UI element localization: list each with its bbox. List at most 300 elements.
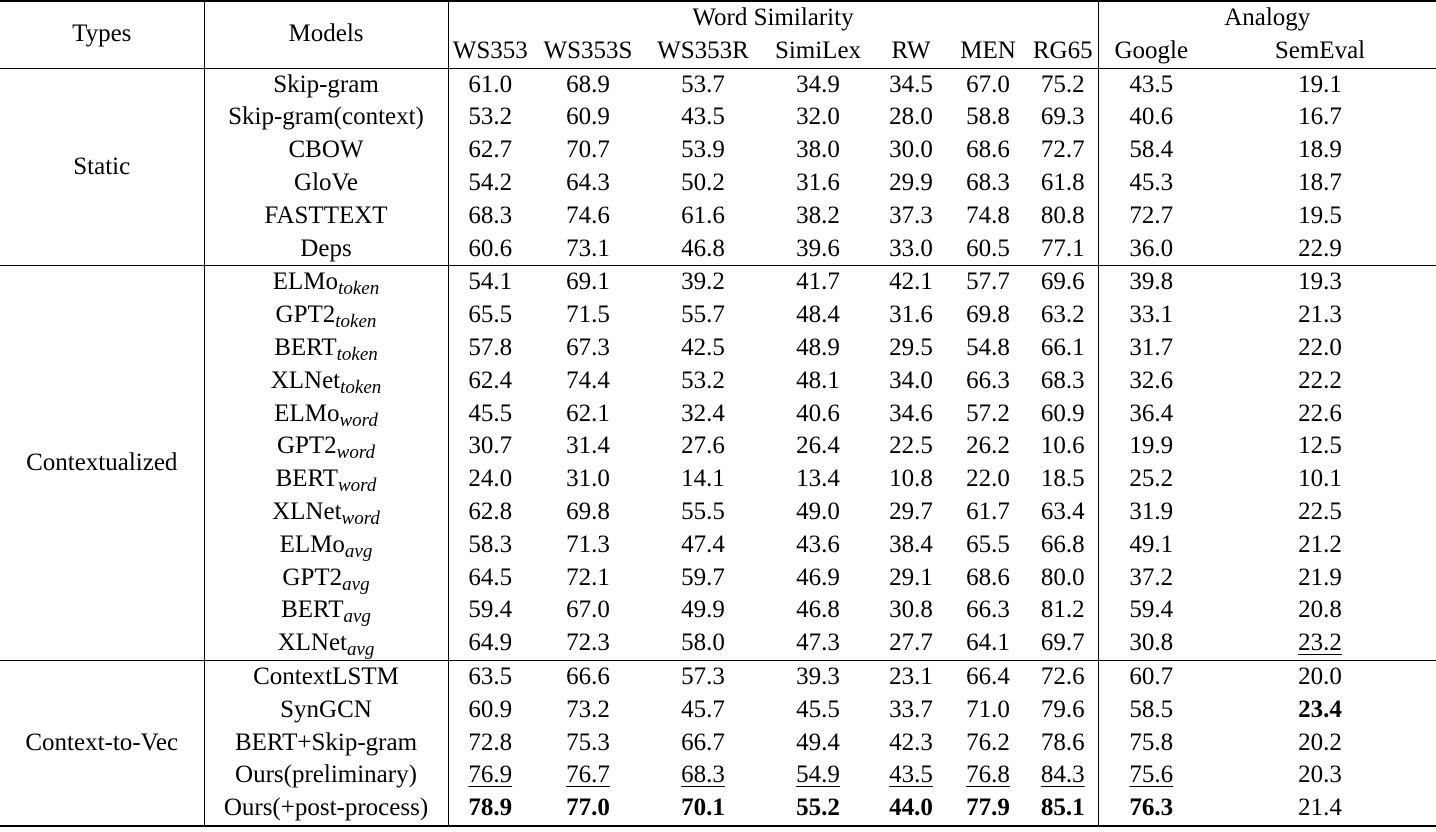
- score-value: 19.1: [1298, 70, 1342, 98]
- score-value: 46.8: [681, 234, 725, 262]
- score-value: 32.4: [681, 399, 725, 427]
- header-col-rg65: RG65: [1028, 35, 1098, 68]
- score-cell: [644, 594, 762, 627]
- score-cell: [448, 496, 532, 529]
- score-value: 60.9: [566, 103, 610, 131]
- score-cell: [1098, 430, 1204, 463]
- score-value: 30.8: [1129, 629, 1174, 657]
- score-cell: [1028, 594, 1098, 627]
- score-value: 21.3: [1298, 301, 1342, 329]
- score-cell: [762, 430, 874, 463]
- score-value: 55.7: [681, 301, 725, 329]
- score-value: 75.2: [1040, 70, 1085, 98]
- score-value: 28.0: [889, 103, 933, 131]
- score-value: 74.8: [966, 201, 1010, 229]
- score-cell: [1098, 627, 1204, 660]
- score-cell: [1204, 759, 1436, 792]
- score-cell: [644, 792, 762, 826]
- score-cell: [948, 299, 1028, 332]
- score-value: 22.0: [966, 465, 1010, 493]
- model-subscript: token: [340, 376, 382, 398]
- score-cell: [762, 200, 874, 233]
- score-value: 85.1: [1040, 794, 1085, 822]
- model-base: SynGCN: [280, 695, 372, 723]
- score-value: 69.8: [566, 497, 610, 525]
- score-cell: [762, 365, 874, 398]
- score-value: 29.7: [889, 497, 933, 525]
- score-cell: [948, 398, 1028, 431]
- score-cell: [532, 627, 644, 660]
- model-base: GPT2: [275, 301, 336, 329]
- table-row: [0, 660, 1436, 693]
- score-cell: [532, 299, 644, 332]
- score-cell: [1098, 233, 1204, 266]
- score-cell: [948, 332, 1028, 365]
- score-value: 76.9: [468, 761, 513, 789]
- score-cell: [1028, 496, 1098, 529]
- score-cell: [874, 529, 948, 562]
- score-cell: [532, 759, 644, 792]
- score-cell: [448, 68, 532, 101]
- score-value: 31.6: [889, 301, 933, 329]
- score-value: 58.0: [681, 629, 725, 657]
- score-cell: [644, 134, 762, 167]
- model-name: [204, 365, 448, 398]
- score-value: 41.7: [796, 268, 840, 296]
- score-value: 34.6: [889, 399, 933, 427]
- score-cell: [874, 694, 948, 727]
- score-value: 38.2: [796, 201, 840, 229]
- score-cell: [448, 200, 532, 233]
- score-cell: [532, 694, 644, 727]
- score-cell: [448, 430, 532, 463]
- score-value: 66.3: [966, 366, 1010, 394]
- score-cell: [874, 792, 948, 826]
- model-name: [204, 727, 448, 760]
- score-value: 74.6: [566, 201, 610, 229]
- score-value: 62.7: [468, 136, 513, 164]
- table-row: [0, 694, 1436, 727]
- score-cell: [532, 430, 644, 463]
- score-value: 40.6: [796, 399, 840, 427]
- score-cell: [948, 594, 1028, 627]
- score-value: 55.2: [796, 794, 840, 822]
- score-value: 22.5: [1298, 497, 1342, 525]
- score-value: 20.0: [1298, 662, 1342, 690]
- score-cell: [1098, 463, 1204, 496]
- score-value: 22.9: [1298, 234, 1342, 262]
- score-value: 55.5: [681, 497, 725, 525]
- score-value: 68.6: [966, 136, 1010, 164]
- score-value: 67.3: [566, 333, 610, 361]
- score-cell: [874, 463, 948, 496]
- table-row: [0, 167, 1436, 200]
- table-row: [0, 365, 1436, 398]
- score-value: 40.6: [1129, 103, 1174, 131]
- score-value: 69.1: [566, 268, 610, 296]
- type-label: Static: [0, 68, 204, 266]
- score-value: 22.0: [1298, 333, 1342, 361]
- table-row: [0, 463, 1436, 496]
- score-cell: [948, 134, 1028, 167]
- score-value: 57.7: [966, 268, 1010, 296]
- score-cell: [762, 299, 874, 332]
- model-name: [204, 463, 448, 496]
- score-cell: [762, 398, 874, 431]
- model-subscript: word: [336, 442, 376, 464]
- score-cell: [1098, 496, 1204, 529]
- score-cell: [948, 68, 1028, 101]
- score-value: 54.2: [468, 168, 513, 196]
- score-value: 71.0: [966, 695, 1010, 723]
- score-value: 59.7: [681, 563, 725, 591]
- score-value: 53.9: [681, 136, 725, 164]
- score-value: 66.3: [966, 596, 1010, 624]
- score-value: 44.0: [889, 794, 933, 822]
- score-cell: [644, 759, 762, 792]
- score-cell: [1204, 627, 1436, 660]
- table-row: [0, 398, 1436, 431]
- score-value: 61.6: [681, 201, 725, 229]
- score-value: 31.6: [796, 168, 840, 196]
- score-value: 76.2: [966, 728, 1010, 756]
- score-cell: [948, 233, 1028, 266]
- score-value: 21.9: [1298, 563, 1342, 591]
- score-value: 32.0: [796, 103, 840, 131]
- model-name: [204, 134, 448, 167]
- score-value: 62.8: [468, 497, 513, 525]
- score-cell: [1028, 398, 1098, 431]
- score-cell: [1028, 101, 1098, 134]
- model-name: [204, 101, 448, 134]
- score-cell: [948, 200, 1028, 233]
- score-cell: [1098, 299, 1204, 332]
- score-cell: [1098, 101, 1204, 134]
- model-base: XLNet: [277, 629, 347, 657]
- score-cell: [948, 266, 1028, 299]
- table-row: [0, 562, 1436, 595]
- model-base: Ours(+post-process): [223, 794, 429, 822]
- score-cell: [644, 694, 762, 727]
- score-value: 49.4: [796, 728, 840, 756]
- table-row: [0, 759, 1436, 792]
- model-name: [204, 759, 448, 792]
- score-value: 74.4: [566, 366, 610, 394]
- score-value: 45.5: [468, 399, 513, 427]
- score-value: 72.1: [566, 563, 610, 591]
- score-value: 20.3: [1298, 761, 1342, 789]
- score-value: 43.5: [889, 761, 933, 789]
- model-base: Deps: [300, 234, 352, 262]
- score-value: 73.2: [566, 695, 610, 723]
- score-value: 31.0: [566, 465, 610, 493]
- score-value: 66.1: [1040, 333, 1085, 361]
- score-cell: [1204, 365, 1436, 398]
- score-cell: [874, 627, 948, 660]
- score-cell: [948, 365, 1028, 398]
- score-value: 10.8: [889, 465, 933, 493]
- model-name: [204, 299, 448, 332]
- score-value: 32.6: [1129, 366, 1174, 394]
- score-value: 59.4: [468, 596, 513, 624]
- score-value: 63.4: [1040, 497, 1085, 525]
- score-value: 69.8: [966, 301, 1010, 329]
- model-subscript: token: [336, 343, 378, 365]
- score-value: 49.0: [796, 497, 840, 525]
- score-value: 71.3: [566, 530, 610, 558]
- score-cell: [644, 233, 762, 266]
- model-name: [204, 792, 448, 826]
- score-cell: [448, 759, 532, 792]
- score-value: 42.5: [681, 333, 725, 361]
- model-base: GPT2: [282, 563, 343, 591]
- score-value: 64.9: [468, 629, 513, 657]
- score-cell: [1098, 694, 1204, 727]
- score-value: 64.1: [966, 629, 1010, 657]
- score-value: 16.7: [1298, 103, 1342, 131]
- header-models: Models: [204, 1, 448, 68]
- score-value: 47.4: [681, 530, 725, 558]
- score-value: 22.2: [1298, 366, 1342, 394]
- model-base: ContextLSTM: [253, 662, 399, 690]
- score-value: 73.1: [566, 234, 610, 262]
- score-value: 31.9: [1129, 497, 1174, 525]
- score-cell: [448, 529, 532, 562]
- score-cell: [644, 398, 762, 431]
- score-value: 45.3: [1129, 168, 1174, 196]
- header-col-google: Google: [1114, 36, 1189, 64]
- score-cell: [1028, 562, 1098, 595]
- score-cell: [1028, 299, 1098, 332]
- model-subscript: token: [338, 278, 380, 300]
- score-value: 59.4: [1129, 596, 1174, 624]
- score-value: 18.7: [1298, 168, 1342, 196]
- score-cell: [874, 266, 948, 299]
- score-value: 63.5: [468, 662, 513, 690]
- score-cell: [448, 694, 532, 727]
- score-value: 10.1: [1298, 465, 1342, 493]
- score-cell: [448, 101, 532, 134]
- model-base: ELMo: [279, 530, 345, 558]
- score-value: 72.3: [566, 629, 610, 657]
- score-value: 38.0: [796, 136, 840, 164]
- score-value: 57.2: [966, 399, 1010, 427]
- score-value: 68.3: [966, 168, 1010, 196]
- header-col-similex: SimiLex: [774, 36, 862, 64]
- score-value: 50.2: [681, 168, 725, 196]
- score-value: 45.5: [796, 695, 840, 723]
- table-row: [0, 529, 1436, 562]
- score-cell: [1098, 365, 1204, 398]
- model-subscript: avg: [343, 606, 371, 628]
- score-cell: [644, 167, 762, 200]
- score-value: 34.5: [889, 70, 933, 98]
- score-cell: [874, 299, 948, 332]
- score-value: 37.2: [1129, 563, 1174, 591]
- score-value: 81.2: [1040, 596, 1085, 624]
- score-cell: [762, 562, 874, 595]
- score-value: 63.2: [1040, 301, 1085, 329]
- score-value: 75.6: [1129, 761, 1174, 789]
- score-cell: [448, 365, 532, 398]
- table-row: [0, 430, 1436, 463]
- score-cell: [1098, 134, 1204, 167]
- score-value: 62.1: [566, 399, 610, 427]
- score-cell: [448, 266, 532, 299]
- score-cell: [948, 463, 1028, 496]
- score-value: 19.3: [1298, 268, 1342, 296]
- score-value: 37.3: [889, 201, 933, 229]
- score-cell: [644, 727, 762, 760]
- score-value: 69.6: [1040, 268, 1085, 296]
- score-cell: [448, 627, 532, 660]
- score-cell: [762, 496, 874, 529]
- score-cell: [532, 463, 644, 496]
- score-value: 61.7: [966, 497, 1010, 525]
- score-cell: [532, 496, 644, 529]
- score-cell: [448, 398, 532, 431]
- score-cell: [532, 68, 644, 101]
- table-row: [0, 594, 1436, 627]
- score-value: 39.6: [796, 234, 840, 262]
- model-subscript: avg: [346, 639, 375, 661]
- score-cell: [1204, 200, 1436, 233]
- score-value: 43.5: [681, 103, 725, 131]
- score-cell: [1028, 660, 1098, 693]
- score-cell: [948, 101, 1028, 134]
- model-name: [204, 594, 448, 627]
- header-col-ws353: WS353: [452, 36, 528, 64]
- score-value: 33.0: [889, 234, 933, 262]
- score-cell: [762, 233, 874, 266]
- score-cell: [948, 660, 1028, 693]
- score-cell: [1204, 660, 1436, 693]
- score-value: 60.9: [468, 695, 513, 723]
- model-name: [204, 529, 448, 562]
- score-value: 30.7: [468, 432, 513, 460]
- score-cell: [1028, 529, 1098, 562]
- score-value: 54.1: [468, 268, 513, 296]
- model-name: [204, 430, 448, 463]
- score-cell: [448, 727, 532, 760]
- score-value: 46.8: [796, 596, 840, 624]
- score-cell: [1204, 398, 1436, 431]
- score-cell: [874, 332, 948, 365]
- score-value: 65.5: [468, 301, 513, 329]
- score-cell: [644, 68, 762, 101]
- score-cell: [1028, 332, 1098, 365]
- table-row: [0, 233, 1436, 266]
- score-value: 20.2: [1298, 728, 1342, 756]
- score-value: 49.1: [1129, 530, 1174, 558]
- score-cell: [1098, 68, 1204, 101]
- score-value: 22.6: [1298, 399, 1342, 427]
- score-value: 27.6: [681, 432, 725, 460]
- score-value: 67.0: [566, 596, 610, 624]
- score-value: 76.8: [966, 761, 1010, 789]
- score-cell: [874, 562, 948, 595]
- model-name: [204, 167, 448, 200]
- score-cell: [644, 627, 762, 660]
- score-value: 76.7: [566, 761, 610, 789]
- score-cell: [948, 167, 1028, 200]
- score-value: 33.1: [1129, 301, 1174, 329]
- score-value: 23.2: [1298, 629, 1342, 657]
- score-cell: [1204, 463, 1436, 496]
- score-value: 66.6: [566, 662, 610, 690]
- score-value: 57.8: [468, 333, 513, 361]
- score-value: 29.9: [889, 168, 933, 196]
- model-subscript: avg: [342, 573, 370, 595]
- score-value: 48.9: [796, 333, 840, 361]
- model-subscript: avg: [344, 540, 373, 562]
- score-value: 60.6: [468, 234, 513, 262]
- model-name: [204, 266, 448, 299]
- header-analogy: Analogy: [1224, 4, 1311, 31]
- score-cell: [874, 134, 948, 167]
- score-value: 70.1: [681, 794, 725, 822]
- score-value: 49.9: [681, 596, 725, 624]
- score-cell: [448, 792, 532, 826]
- score-cell: [532, 233, 644, 266]
- score-value: 21.2: [1298, 530, 1342, 558]
- score-value: 80.0: [1040, 563, 1085, 591]
- score-cell: [874, 200, 948, 233]
- model-base: ELMo: [272, 268, 339, 296]
- table-row: [0, 68, 1436, 101]
- score-value: 34.9: [796, 70, 840, 98]
- table-body: [0, 68, 1436, 826]
- score-value: 18.9: [1298, 136, 1342, 164]
- score-cell: [1204, 233, 1436, 266]
- score-value: 70.7: [566, 136, 610, 164]
- type-label: Context-to-Vec: [0, 660, 204, 825]
- score-cell: [1028, 694, 1098, 727]
- score-value: 75.8: [1129, 728, 1174, 756]
- score-value: 66.8: [1040, 530, 1085, 558]
- score-value: 79.6: [1040, 695, 1085, 723]
- score-cell: [874, 167, 948, 200]
- score-cell: [874, 68, 948, 101]
- score-cell: [948, 792, 1028, 826]
- score-value: 53.7: [681, 70, 725, 98]
- score-cell: [1204, 496, 1436, 529]
- table-row: [0, 332, 1436, 365]
- score-cell: [948, 496, 1028, 529]
- score-value: 20.8: [1298, 596, 1342, 624]
- score-value: 54.9: [796, 761, 840, 789]
- score-cell: [448, 594, 532, 627]
- score-cell: [1028, 463, 1098, 496]
- model-name: [204, 660, 448, 693]
- score-cell: [448, 299, 532, 332]
- table-row: [0, 299, 1436, 332]
- score-cell: [948, 627, 1028, 660]
- model-base: Skip-gram: [273, 70, 379, 98]
- score-value: 68.3: [681, 761, 725, 789]
- score-value: 19.9: [1129, 432, 1174, 460]
- score-value: 21.4: [1298, 794, 1342, 822]
- model-base: BERT: [281, 596, 344, 624]
- score-cell: [762, 727, 874, 760]
- score-value: 26.4: [796, 432, 840, 460]
- score-value: 39.2: [681, 268, 725, 296]
- score-cell: [874, 759, 948, 792]
- score-value: 29.5: [889, 333, 933, 361]
- score-cell: [1204, 167, 1436, 200]
- score-cell: [1204, 266, 1436, 299]
- score-cell: [644, 562, 762, 595]
